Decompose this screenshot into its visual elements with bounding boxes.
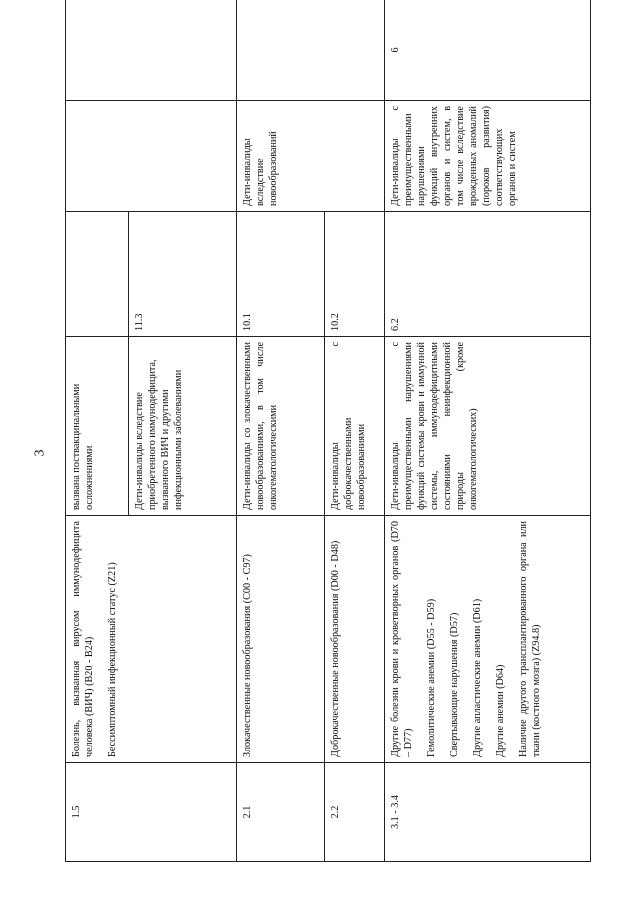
subgroup-code: 11.3 xyxy=(129,212,237,337)
row-number: 2.1 xyxy=(237,763,325,862)
subgroup-cell: вызвана поствакцинальными осложнениями xyxy=(66,337,129,516)
row-number: 3.1 - 3.4 xyxy=(385,763,591,862)
disease-text: Гемолитические анемии (D55 - D59) xyxy=(426,598,438,757)
disease-cell xyxy=(385,516,591,763)
group-cell: Дети-инвалиды вследствие новообразований xyxy=(237,101,385,212)
disease-text: Другие анемии (D64) xyxy=(495,664,507,757)
group-code: 6 xyxy=(385,0,591,101)
group-cell: Дети-инвалиды с преимущественными нарушениями функций внутренних органов и систем, в том числе вследствие врожденных аномалий (пороков развития) соответствующих органов и систем xyxy=(385,101,591,212)
disease-text: Наличие другого трансплантированного органа или ткани (костного мозга) (Z94.8) xyxy=(518,521,543,757)
disease-text: Свертывающие нарушения (D57) xyxy=(449,612,461,757)
row-number: 1.5 xyxy=(66,763,237,862)
disease-text: Доброкачественные новообразования (D00 - D48) xyxy=(330,540,341,757)
table-row xyxy=(237,0,325,862)
row-number: 2.2 xyxy=(325,763,385,862)
table-row xyxy=(66,0,129,862)
page-number: 3 xyxy=(32,449,48,457)
disease-text: Болезнь, вызванная вирусом иммунодефицита человека (ВИЧ) (B20 - B24) xyxy=(71,521,96,757)
disease-text: Злокачественные новообразования (С00 - С97) xyxy=(242,554,253,757)
group-cell xyxy=(66,101,237,212)
table-row xyxy=(385,0,591,862)
disease-cell xyxy=(66,516,237,763)
disease-text: Бессимптомный инфекционный статус (Z21) xyxy=(107,562,119,757)
subgroup-code: 10.1 xyxy=(237,212,325,337)
subgroup-cell: Дети-инвалиды с преимущественными нарушениями функций системы крови и иммунной системы, иммунодефицитными состояниями неинфекционной природы (кроме онкогематологических) xyxy=(385,337,591,516)
disease-text: Другие апластические анемии (D61) xyxy=(472,598,484,757)
subgroup-cell: Дети-инвалиды вследствие приобретенного иммунодефицита, вызванного ВИЧ и другими инфекционными заболеваниями xyxy=(129,337,237,516)
classification-table-container xyxy=(65,47,591,862)
disease-cell xyxy=(325,516,385,763)
classification-table xyxy=(65,0,591,862)
group-code xyxy=(237,0,385,101)
subgroup-cell: Дети-инвалиды с доброкачественными новообразованиями xyxy=(325,337,385,516)
subgroup-code xyxy=(66,212,129,337)
subgroup-cell: Дети-инвалиды со злокачественными новообразованиями, в том числе онкогематологическими xyxy=(237,337,325,516)
group-code xyxy=(66,0,237,101)
subgroup-code: 10.2 xyxy=(325,212,385,337)
disease-cell xyxy=(237,516,325,763)
disease-text: Другие болезни крови и кроветворных органов (D70 – D77) xyxy=(390,521,415,757)
subgroup-code: 6.2 xyxy=(385,212,591,337)
